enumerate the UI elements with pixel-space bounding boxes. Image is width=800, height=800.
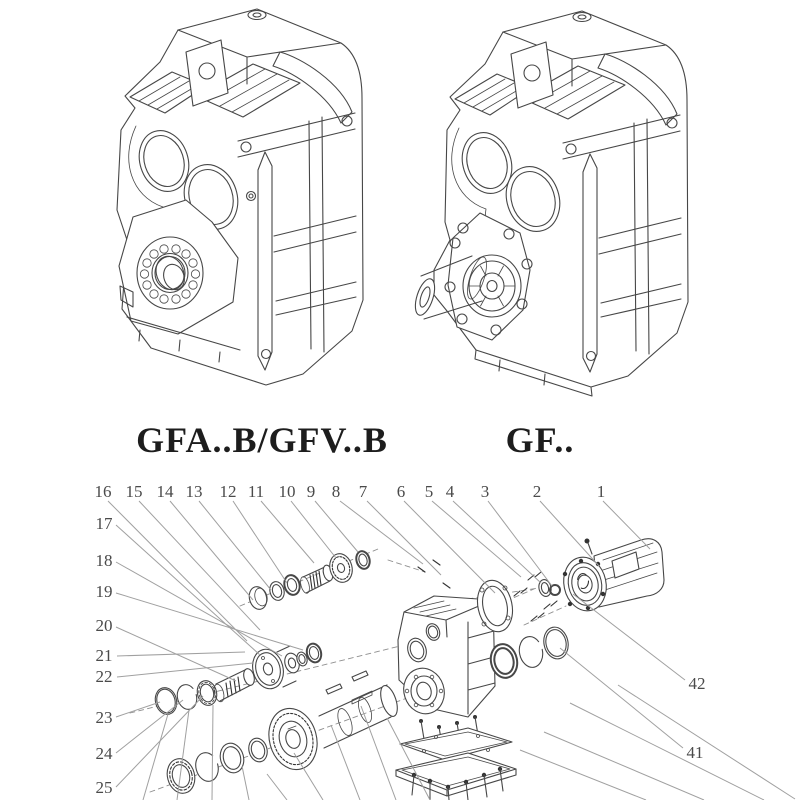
part-number-21: 21 [95, 646, 113, 665]
part-number-42: 42 [688, 674, 706, 693]
leader-line-42 [573, 594, 685, 680]
leader-line-15 [139, 501, 260, 630]
leader-line-11 [261, 501, 314, 563]
leader-line-cutoff [570, 703, 764, 800]
leader-line-7 [367, 501, 441, 575]
exploded-intermediate-shaft-parts [152, 642, 323, 717]
part-number-10: 10 [278, 482, 296, 501]
leader-line-41 [560, 648, 683, 748]
leader-line-12 [233, 501, 287, 583]
part-number-3: 3 [480, 482, 490, 501]
solid-shaft-gearbox-drawing [412, 11, 688, 396]
exploded-output-seal-rings [488, 625, 571, 680]
part-number-19: 19 [95, 582, 113, 601]
leader-line-cutoff [212, 705, 213, 800]
part-number-12: 12 [219, 482, 237, 501]
leader-line-8 [340, 501, 423, 564]
part-number-20: 20 [95, 616, 113, 635]
leader-line-cutoff [618, 685, 795, 799]
part-number-7: 7 [358, 482, 368, 501]
leader-line-cutoff [143, 714, 168, 800]
right-figure-label: GF.. [505, 420, 575, 460]
exploded-input-shaft-parts [247, 550, 372, 612]
part-number-14: 14 [156, 482, 174, 501]
leader-line-19 [116, 593, 303, 650]
leader-line-6 [404, 501, 495, 593]
leader-line-21 [117, 652, 245, 656]
leader-line-cutoff [267, 774, 287, 800]
leader-line-1 [603, 501, 650, 549]
part-number-41: 41 [686, 743, 704, 762]
leader-line-22 [117, 663, 253, 677]
leader-line-cutoff [387, 718, 430, 800]
leader-line-3 [488, 501, 552, 586]
exploded-motor-part [559, 539, 664, 615]
part-number-11: 11 [247, 482, 265, 501]
leader-line-9 [315, 501, 358, 552]
part-number-16: 16 [94, 482, 112, 501]
part-number-6: 6 [396, 482, 406, 501]
part-number-13: 13 [185, 482, 203, 501]
leader-line-cutoff [331, 725, 360, 800]
leader-line-10 [291, 501, 336, 558]
part-number-4: 4 [445, 482, 455, 501]
part-number-17: 17 [95, 514, 113, 533]
part-number-5: 5 [424, 482, 434, 501]
leader-line-17 [116, 525, 260, 655]
part-number-24: 24 [95, 744, 113, 763]
part-number-23: 23 [95, 708, 113, 727]
leader-line-cutoff [520, 750, 646, 800]
leader-line-2 [540, 501, 599, 566]
leader-line-23 [116, 702, 160, 717]
part-number-18: 18 [95, 551, 113, 570]
leader-line-16 [108, 501, 247, 641]
left-figure-label: GFA..B/GFV..B [136, 420, 388, 460]
exploded-gasket-and-cover [396, 715, 516, 800]
part-number-1: 1 [596, 482, 606, 501]
callout-leader-lines [108, 501, 685, 787]
part-number-9: 9 [306, 482, 316, 501]
part-number-25: 25 [95, 778, 113, 797]
part-number-22: 22 [95, 667, 113, 686]
leader-line-cutoff [361, 706, 396, 800]
leader-line-cutoff [544, 732, 704, 800]
hollow-shaft-gearbox-drawing [117, 9, 363, 385]
part-number-8: 8 [331, 482, 341, 501]
leader-line-5 [432, 501, 521, 577]
part-number-15: 15 [125, 482, 143, 501]
leader-line-cutoff [242, 766, 249, 800]
part-number-2: 2 [532, 482, 542, 501]
